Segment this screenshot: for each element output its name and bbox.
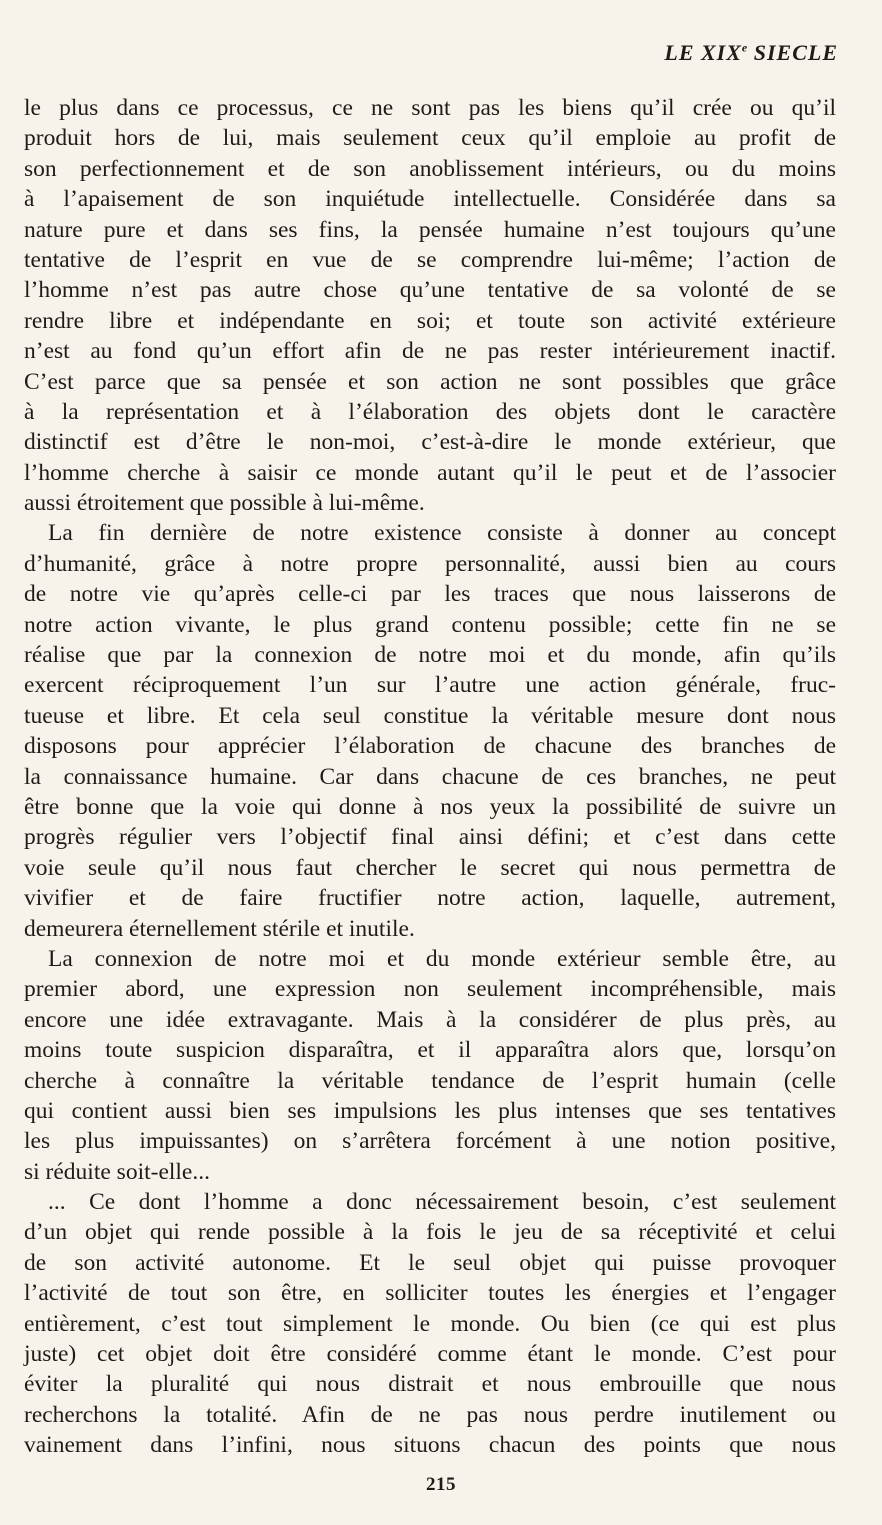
text-line: cherche à connaître la véritable tendance de l’esprit humain (celle bbox=[24, 1067, 836, 1094]
text-line: recherchons la totalité. Afin de ne pas nous perdre inutilement ou bbox=[24, 1401, 836, 1428]
text-line: notre action vivante, le plus grand contenu possible; cette fin ne se bbox=[24, 611, 836, 638]
text-line: distinctif est d’être le non-moi, c’est-à-dire le monde extérieur, que bbox=[24, 429, 836, 456]
text-line: réalise que par la connexion de notre moi et du monde, afin qu’ils bbox=[24, 642, 836, 669]
text-line: à la représentation et à l’élaboration des objets dont le caractère bbox=[24, 398, 836, 425]
running-head bbox=[664, 40, 838, 66]
text-line: d’un objet qui rende possible à la fois le jeu de sa réceptivité et celui bbox=[24, 1219, 836, 1246]
text-line: rendre libre et indépendante en soi; et toute son activité extérieure bbox=[24, 307, 836, 334]
text-line: progrès régulier vers l’objectif final ainsi défini; et c’est dans cette bbox=[24, 824, 836, 851]
text-line: si réduite soit-elle... bbox=[24, 1158, 210, 1185]
text-line: éviter la pluralité qui nous distrait et nous embrouille que nous bbox=[24, 1371, 836, 1398]
text-line: être bonne que la voie qui donne à nos yeux la possibilité de suivre un bbox=[24, 793, 836, 820]
running-head-suffix: SIECLE bbox=[747, 40, 838, 65]
running-head-superscript: e bbox=[741, 40, 748, 55]
text-line: tueuse et libre. Et cela seul constitue la véritable mesure dont nous bbox=[24, 702, 836, 729]
running-head-prefix: LE XIX bbox=[664, 40, 742, 65]
text-line: La fin dernière de notre existence consiste à donner au concept bbox=[48, 520, 836, 547]
text-line: la connaissance humaine. Car dans chacune de ces branches, ne peut bbox=[24, 763, 836, 790]
text-line: de notre vie qu’après celle-ci par les traces que nous laisserons de bbox=[24, 581, 836, 608]
text-line: l’homme cherche à saisir ce monde autant qu’il le peut et de l’associer bbox=[24, 459, 836, 486]
text-line: l’homme n’est pas autre chose qu’une tentative de sa volonté de se bbox=[24, 277, 836, 304]
text-line: tentative de l’esprit en vue de se comprendre lui-même; l’action de bbox=[24, 246, 836, 273]
text-line: premier abord, une expression non seulement incompréhensible, mais bbox=[24, 976, 836, 1003]
text-line: disposons pour apprécier l’élaboration de chacune des branches de bbox=[24, 733, 836, 760]
text-line: vainement dans l’infini, nous situons chacun des points que nous bbox=[24, 1432, 836, 1459]
text-line: demeurera éternellement stérile et inutile. bbox=[24, 915, 415, 942]
text-line: La connexion de notre moi et du monde extérieur semble être, au bbox=[48, 945, 836, 972]
text-line: encore une idée extravagante. Mais à la considérer de plus près, au bbox=[24, 1006, 836, 1033]
body-text bbox=[24, 93, 836, 1461]
text-line: les plus impuissantes) on s’arrêtera forcément à une notion positive, bbox=[24, 1128, 836, 1155]
text-line: C’est parce que sa pensée et son action ne sont possibles que grâce bbox=[24, 368, 836, 395]
text-line: vivifier et de faire fructifier notre action, laquelle, autrement, bbox=[24, 885, 836, 912]
text-line: n’est au fond qu’un effort afin de ne pas rester intérieurement inactif. bbox=[24, 338, 836, 365]
text-line: voie seule qu’il nous faut chercher le secret qui nous permettra de bbox=[24, 854, 836, 881]
text-line: le plus dans ce processus, ce ne sont pas les biens qu’il crée ou qu’il bbox=[24, 95, 836, 121]
text-line: entièrement, c’est tout simplement le monde. Ou bien (ce qui est plus bbox=[24, 1310, 836, 1337]
text-line: son perfectionnement et de son anoblissement intérieurs, ou du moins bbox=[24, 155, 836, 182]
text-line: de son activité autonome. Et le seul objet qui puisse provoquer bbox=[24, 1249, 836, 1276]
page-number: 215 bbox=[426, 1474, 456, 1495]
text-line: moins toute suspicion disparaîtra, et il apparaîtra alors que, lorsqu’on bbox=[24, 1037, 836, 1064]
text-line: qui contient aussi bien ses impulsions les plus intenses que ses tentatives bbox=[24, 1097, 836, 1124]
text-line: produit hors de lui, mais seulement ceux qu’il emploie au profit de bbox=[24, 125, 836, 152]
text-line: d’humanité, grâce à notre propre personnalité, aussi bien au cours bbox=[24, 550, 836, 577]
text-line: l’activité de tout son être, en solliciter toutes les énergies et l’engager bbox=[24, 1280, 836, 1307]
text-line: aussi étroitement que possible à lui-même. bbox=[24, 490, 425, 517]
text-line: à l’apaisement de son inquiétude intellectuelle. Considérée dans sa bbox=[24, 186, 836, 213]
text-line: nature pure et dans ses fins, la pensée humaine n’est toujours qu’une bbox=[24, 216, 836, 243]
text-line: ... Ce dont l’homme a donc nécessairement besoin, c’est seulement bbox=[48, 1189, 836, 1216]
text-line: juste) cet objet doit être considéré comme étant le monde. C’est pour bbox=[24, 1341, 836, 1368]
text-line: exercent réciproquement l’un sur l’autre une action générale, fruc- bbox=[24, 672, 836, 699]
